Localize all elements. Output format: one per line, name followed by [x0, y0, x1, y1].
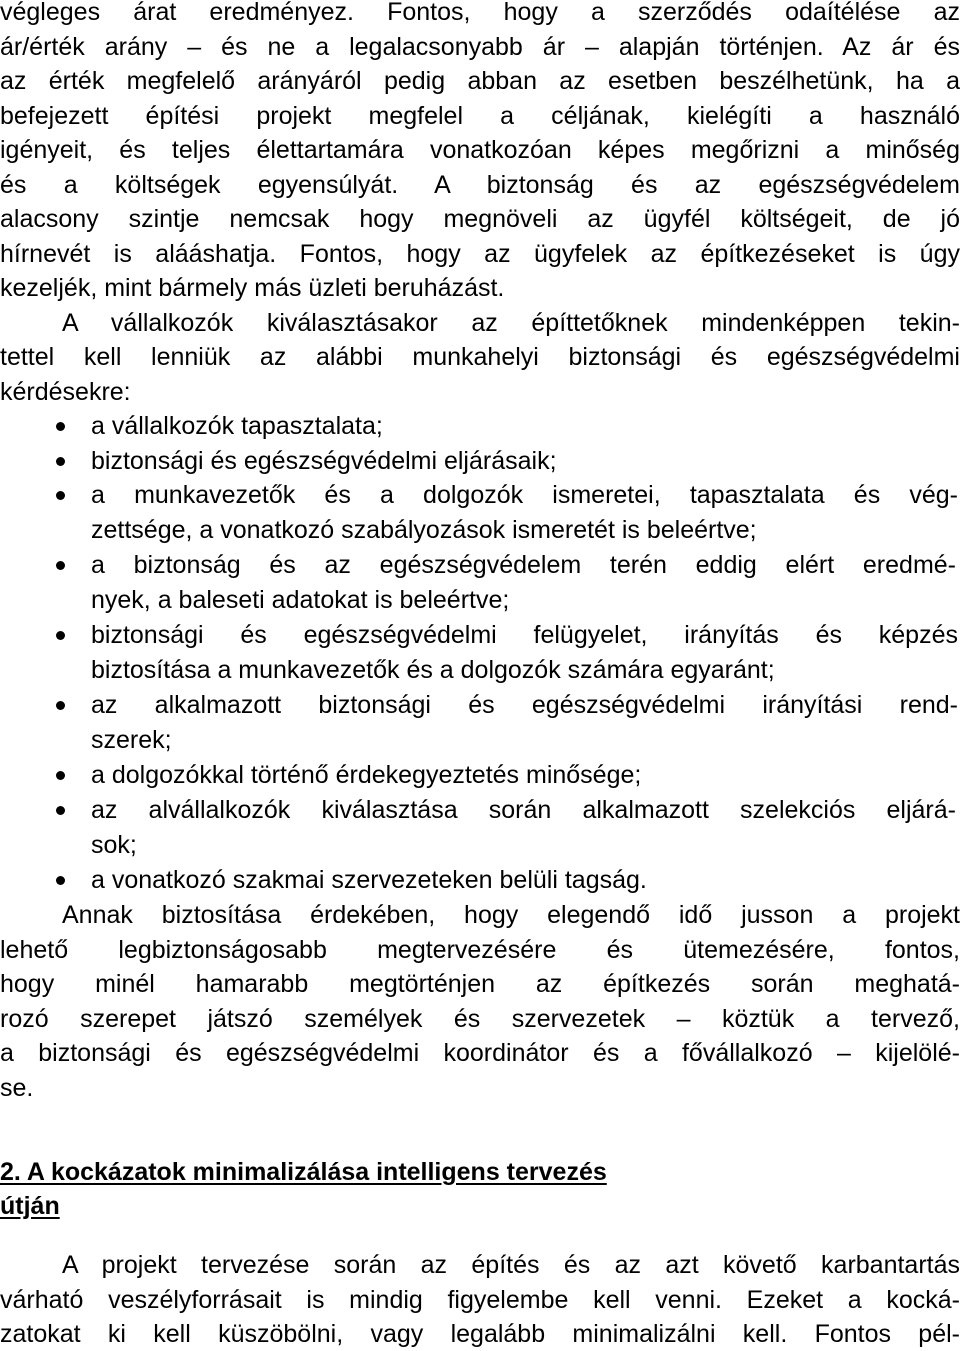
list-item-text: sok; — [91, 831, 137, 859]
text-line: A projekt tervezése során az építés és az azt követő karbantartás — [62, 1251, 960, 1279]
list-item-text: biztosítása a munkavezetők és a dolgozók számára egyaránt; — [91, 656, 775, 684]
text-line: lehető legbiztonságosabb megtervezésére és ütemezésére, fontos, — [0, 936, 960, 964]
bullet-icon — [56, 806, 65, 815]
text-line: alacsony szintje nemcsak hogy megnöveli az ügyfél költségeit, de jó — [0, 205, 960, 233]
text-line: és a költségek egyensúlyát. A biztonság és az egészségvédelem — [0, 171, 960, 199]
text-line: A vállalkozók kiválasztásakor az építtetőknek mindenképpen tekin- — [62, 309, 960, 337]
list-item-text: a vállalkozók tapasztalata; — [91, 412, 383, 440]
list-item-text: a vonatkozó szakmai szervezeteken belüli tagság. — [91, 866, 647, 894]
list-item-text: szerek; — [91, 726, 172, 754]
text-line: Annak biztosítása érdekében, hogy elegendő idő jusson a projekt — [62, 901, 960, 929]
bullet-icon — [56, 631, 65, 640]
list-item-text: a dolgozókkal történő érdekegyeztetés minősége; — [91, 761, 642, 789]
text-line: rozó szerepet játszó személyek és szervezetek – köztük a tervező, — [0, 1005, 960, 1033]
heading-line: 2. A kockázatok minimalizálása intelligens tervezés — [0, 1158, 607, 1186]
text-line: zatokat ki kell küszöbölni, vagy legalább minimalizálni kell. Fontos pél- — [0, 1320, 960, 1348]
text-line: ár/érték arány – és ne a legalacsonyabb ár – alapján történjen. Az ár és — [0, 33, 960, 61]
heading-line: útján — [0, 1192, 60, 1220]
bullet-icon — [56, 561, 65, 570]
text-line: végleges árat eredményez. Fontos, hogy a szerződés odaítélése az — [0, 0, 960, 26]
text-line: befejezett építési projekt megfelel a céljának, kielégíti a használó — [0, 102, 960, 130]
list-item-text: a munkavezetők és a dolgozók ismeretei, tapasztalata és vég- — [91, 481, 958, 509]
text-line: az érték megfelelő arányáról pedig abban az esetben beszélhetünk, ha a — [0, 67, 960, 95]
bullet-icon — [56, 422, 65, 431]
text-line: se. — [0, 1074, 34, 1102]
list-item-text: nyek, a baleseti adatokat is beleértve; — [91, 586, 510, 614]
bullet-icon — [56, 457, 65, 466]
bullet-icon — [56, 771, 65, 780]
list-item-text: biztonsági és egészségvédelmi felügyelet, irányítás és képzés — [91, 621, 958, 649]
text-line: a biztonsági és egészségvédelmi koordinátor és a fővállalkozó – kijelölé- — [0, 1039, 960, 1067]
list-item-text: zettsége, a vonatkozó szabályozások ismeretét is beleértve; — [91, 516, 757, 544]
list-item-text: az alkalmazott biztonsági és egészségvédelmi irányítási rend- — [91, 691, 958, 719]
text-line: igényeit, és teljes élettartamára vonatkozóan képes megőrizni a minőség — [0, 136, 960, 164]
bullet-icon — [56, 491, 65, 500]
list-item-text: biztonsági és egészségvédelmi eljárásaik; — [91, 447, 557, 475]
text-line: kezeljék, mint bármely más üzleti beruházást. — [0, 274, 505, 302]
bullet-icon — [56, 876, 65, 885]
text-line: várható veszélyforrásait is mindig figyelembe kell venni. Ezeket a kocká- — [0, 1286, 960, 1314]
text-line: hírnevét is alááshatja. Fontos, hogy az ügyfelek az építkezéseket is úgy — [0, 240, 960, 268]
list-item-text: az alvállalkozók kiválasztása során alkalmazott szelekciós eljárá- — [91, 796, 956, 824]
text-line: tettel kell lenniük az alábbi munkahelyi biztonsági és egészségvédelmi — [0, 343, 960, 371]
text-line: hogy minél hamarabb megtörténjen az építkezés során meghatá- — [0, 970, 960, 998]
text-line: kérdésekre: — [0, 378, 131, 406]
bullet-icon — [56, 701, 65, 710]
list-item-text: a biztonság és az egészségvédelem terén eddig elért eredmé- — [91, 551, 956, 579]
